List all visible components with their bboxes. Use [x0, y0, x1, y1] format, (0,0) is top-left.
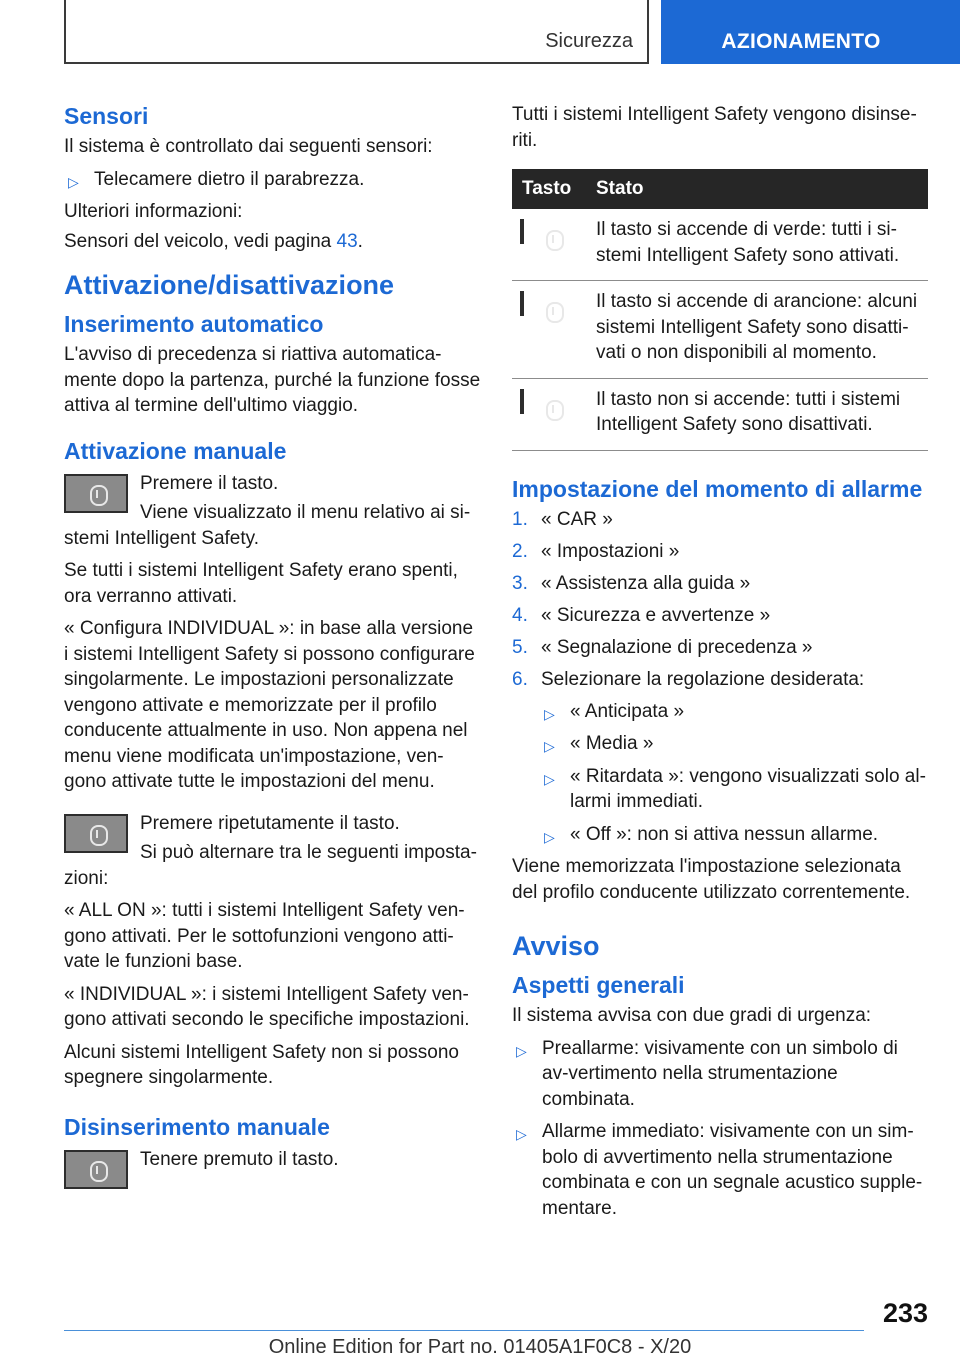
option-item: ▷ « Anticipata » [540, 699, 928, 725]
auto-text: L'avviso di precedenza si riattiva automatica-mente dopo la partenza, purché la funzione fosse attiva al termine dell'ultimo viaggio. [64, 344, 481, 416]
table-cell-status: Il tasto si accende di verde: tutti i si-stemi Intelligent Safety sono attivati. [586, 209, 928, 281]
safety-button-icon [520, 389, 524, 414]
footer-edition: Online Edition for Part no. 01405A1F0C8 - X/20 [268, 1336, 692, 1358]
triangle-bullet-icon: ▷ [544, 828, 555, 845]
table-header-stato: Stato [586, 169, 928, 209]
table-row [512, 281, 928, 379]
sensori-bullet: ▷ Telecamere dietro il parabrezza. [64, 167, 482, 193]
list-item: 3. « Assistenza alla guida » [512, 572, 751, 594]
heading-warning: Avviso [512, 931, 600, 961]
list-item: 4. « Sicurezza e avvertenze » [512, 604, 771, 626]
list-item: 1. « CAR » [512, 508, 613, 530]
page-link-43[interactable]: 43 [336, 230, 358, 252]
heading-activation: Attivazione/disattivazione [64, 270, 395, 300]
manual-repeat-block [64, 811, 482, 899]
deactivate-block [64, 1147, 482, 1191]
manual-individual: « INDIVIDUAL »: i sistemi Intelligent Safety ven-gono attivati secondo le specifiche impostazioni. [64, 983, 470, 1030]
heading-timing: Impostazione del momento di allarme [512, 475, 923, 502]
heading-auto: Inserimento automatico [64, 311, 324, 337]
heading-sensori: Sensori [64, 103, 149, 129]
manual-alternate: Si può alternare tra le seguenti imposta-zioni: [64, 842, 477, 889]
manual-press-block [64, 471, 482, 559]
manual-if-off: Se tutti i sistemi Intelligent Safety erano spenti, ora verranno attivati. [64, 560, 458, 607]
safety-button-icon [520, 291, 524, 316]
table-cell-status: Il tasto non si accende: tutti i sistemi Intelligent Safety sono disattivati. [586, 378, 928, 450]
list-item: 2. « Impostazioni » [512, 540, 680, 562]
right-intro: Tutti i sistemi Intelligent Safety vengono disinse-riti. [512, 104, 917, 151]
manual-press-repeat: Premere ripetutamente il tasto. [140, 812, 400, 834]
right-column [512, 102, 928, 1228]
option-item: ▷ « Media » [540, 731, 928, 757]
table-row [512, 378, 928, 450]
section-title: Sicurezza [545, 30, 633, 52]
sensori-more: Ulteriori informazioni: [64, 201, 243, 222]
safety-button-icon [64, 474, 128, 513]
sensori-reference: Sensori del veicolo, vedi pagina 43. [64, 230, 363, 252]
triangle-bullet-icon: ▷ [68, 173, 79, 190]
manual-press: Premere il tasto. [140, 472, 279, 494]
safety-button-icon [64, 814, 128, 853]
triangle-bullet-icon: ▷ [516, 1042, 527, 1059]
table-cell-status: Il tasto si accende di arancione: alcuni sistemi Intelligent Safety sono disatti-vati o non disponibili al momento. [586, 281, 928, 379]
triangle-bullet-icon: ▷ [544, 770, 555, 787]
manual-all-on: « ALL ON »: tutti i sistemi Intelligent Safety ven-gono attivati. Per le sottofunzioni vengono atti-vate le funzioni base. [64, 900, 465, 972]
button-status-table [512, 169, 928, 451]
manual-configure: « Configura INDIVIDUAL »: in base alla versione i sistemi Intelligent Safety si possono configurare singolarmente. Le impostazioni personalizzate vengono attivate e memorizzate per il profilo conducente attualmente in uso. Non appena nel menu viene modificata un'impostazione, ven-gono attivate tutte le impostazioni del menu. [64, 618, 475, 792]
safety-button-icon [520, 219, 524, 244]
triangle-bullet-icon: ▷ [544, 738, 555, 754]
triangle-bullet-icon: ▷ [544, 705, 555, 722]
sensori-intro: Il sistema è controllato dai seguenti sensori: [64, 136, 433, 157]
table-header-row [512, 169, 928, 209]
safety-button-icon [64, 1150, 128, 1189]
triangle-bullet-icon: ▷ [516, 1126, 527, 1142]
list-item: 5. « Segnalazione di precedenza » [512, 636, 813, 658]
header-section-box [64, 0, 649, 64]
general-bullet: ▷ Preallarme: visivamente con un simbolo di av-vertimento nella strumentazione combinata. [516, 1037, 898, 1110]
heading-general: Aspetti generali [512, 972, 685, 998]
manual-shown: Viene visualizzato il menu relativo ai si-stemi Intelligent Safety. [64, 502, 471, 549]
list-item: 6. Selezionare la regolazione desiderata: [512, 668, 865, 690]
timing-saved: Viene memorizzata l'impostazione selezionata del profilo conducente utilizzato correntemente. [512, 856, 911, 903]
footer-divider [64, 1330, 864, 1331]
manual-some: Alcuni sistemi Intelligent Safety non si possono spegnere singolarmente. [64, 1041, 459, 1088]
page-number: 233 [882, 1298, 928, 1328]
heading-manual: Attivazione manuale [64, 437, 287, 464]
option-item: ▷ « Off »: non si attiva nessun allarme. [540, 822, 928, 848]
option-item: ▷ « Ritardata »: vengono visualizzati solo al-larmi immediati. [544, 765, 926, 812]
table-row [512, 209, 928, 281]
heading-deactivate: Disinserimento manuale [64, 1113, 330, 1140]
chapter-title: AZIONAMENTO [721, 30, 881, 53]
left-column [64, 102, 482, 1191]
header-chapter-tab [661, 0, 960, 64]
general-intro: Il sistema avvisa con due gradi di urgenza: [512, 1005, 872, 1026]
deactivate-text: Tenere premuto il tasto. [140, 1148, 339, 1170]
general-bullet: ▷ Allarme immediato: visivamente con un sim-bolo di avvertimento nella strumentazione combinata e con un segnale acustico supple-mentare. [516, 1121, 923, 1219]
table-header-tasto: Tasto [512, 169, 586, 209]
